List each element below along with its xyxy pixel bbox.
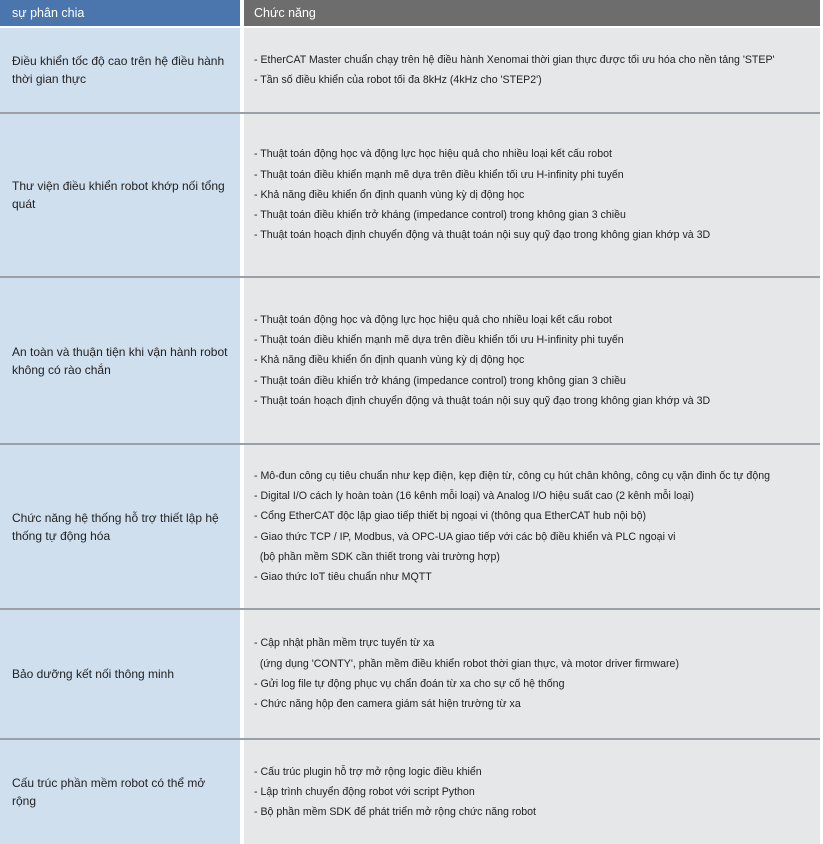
function-line: - Thuật toán điều khiển mạnh mẽ dựa trên điều khiển tối ưu H-infinity phi tuyến	[254, 334, 624, 347]
row-category: Bảo dưỡng kết nối thông minh	[0, 610, 240, 738]
function-line: - Thuật toán hoạch định chuyển động và thuật toán nội suy quỹ đạo trong không gian khớp và 3D	[254, 229, 711, 242]
function-line: - Cập nhật phần mềm trực tuyến từ xa	[254, 637, 435, 650]
function-line: - Thuật toán điều khiển mạnh mẽ dựa trên điều khiển tối ưu H-infinity phi tuyến	[254, 168, 624, 181]
header-function: Chức năng	[244, 0, 820, 26]
function-line: (ứng dụng 'CONTY', phần mềm điều khiển robot thời gian thực, và motor driver firmware)	[254, 657, 679, 670]
table-row	[0, 28, 820, 114]
function-line: - Bộ phần mềm SDK để phát triển mở rộng chức năng robot	[254, 806, 536, 819]
table-row	[0, 445, 820, 610]
row-category: Thư viện điều khiển robot khớp nối tổng quát	[0, 114, 240, 276]
table-row	[0, 278, 820, 445]
function-line: - Thuật toán điều khiển trở kháng (impedance control) trong không gian 3 chiều	[254, 374, 626, 387]
function-line: - Khả năng điều khiển ổn định quanh vùng kỳ dị động học	[254, 354, 525, 367]
row-functions	[244, 610, 820, 738]
header-category: sự phân chia	[0, 0, 240, 26]
table-header	[0, 0, 820, 28]
function-line: - Chức năng hộp đen camera giám sát hiện trường từ xa	[254, 698, 521, 711]
function-line: - Giao thức IoT tiêu chuẩn như MQTT	[254, 571, 432, 584]
table-row	[0, 114, 820, 278]
function-line: - Mô-đun công cụ tiêu chuẩn như kẹp điện, kẹp điện từ, công cụ hút chân không, công cụ vặn đinh ốc tự động	[254, 469, 770, 482]
row-functions	[244, 278, 820, 443]
function-line: - Tần số điều khiển của robot tối đa 8kHz (4kHz cho 'STEP2')	[254, 74, 542, 86]
table-row	[0, 740, 820, 844]
row-functions	[244, 445, 820, 608]
function-line: - Thuật toán động học và động lực học hiệu quả cho nhiều loại kết cấu robot	[254, 148, 612, 161]
function-line: - Khả năng điều khiển ổn định quanh vùng kỳ dị động học	[254, 188, 525, 201]
function-line: - Giao thức TCP / IP, Modbus, và OPC-UA giao tiếp với các bộ điều khiển và PLC ngoại vi	[254, 530, 676, 543]
row-category: An toàn và thuận tiện khi vận hành robot không có rào chắn	[0, 278, 240, 443]
function-line: - Cổng EtherCAT độc lập giao tiếp thiết bị ngoại vi (thông qua EtherCAT hub nội bộ)	[254, 510, 647, 523]
function-line: - Digital I/O cách ly hoàn toàn (16 kênh mỗi loại) và Analog I/O hiệu suất cao (2 kênh mỗi loại)	[254, 489, 694, 502]
row-category: Chức năng hệ thống hỗ trợ thiết lập hệ thống tự động hóa	[0, 445, 240, 608]
function-line: - Lập trình chuyển động robot với script Python	[254, 785, 475, 798]
function-line: (bộ phần mềm SDK cần thiết trong vài trường hợp)	[254, 550, 500, 563]
row-category: Điều khiển tốc độ cao trên hệ điều hành thời gian thực	[0, 28, 240, 112]
table-row	[0, 610, 820, 740]
row-functions	[244, 114, 820, 276]
function-line: - Thuật toán động học và động lực học hiệu quả cho nhiều loại kết cấu robot	[254, 313, 612, 326]
function-line: - Gửi log file tự động phục vụ chẩn đoán từ xa cho sự cố hệ thống	[254, 678, 565, 690]
function-line: - Thuật toán điều khiển trở kháng (impedance control) trong không gian 3 chiều	[254, 209, 626, 222]
row-category: Cấu trúc phần mềm robot có thể mở rộng	[0, 740, 240, 844]
function-line: - EtherCAT Master chuẩn chạy trên hệ điều hành Xenomai thời gian thực được tối ưu hóa cho nền tảng 'STEP'	[254, 53, 775, 66]
function-line: - Thuật toán hoạch định chuyển động và thuật toán nội suy quỹ đạo trong không gian khớp và 3D	[254, 394, 711, 407]
function-line: - Cấu trúc plugin hỗ trợ mở rộng logic điều khiển	[254, 765, 482, 778]
row-functions	[244, 740, 820, 844]
row-functions	[244, 28, 820, 112]
